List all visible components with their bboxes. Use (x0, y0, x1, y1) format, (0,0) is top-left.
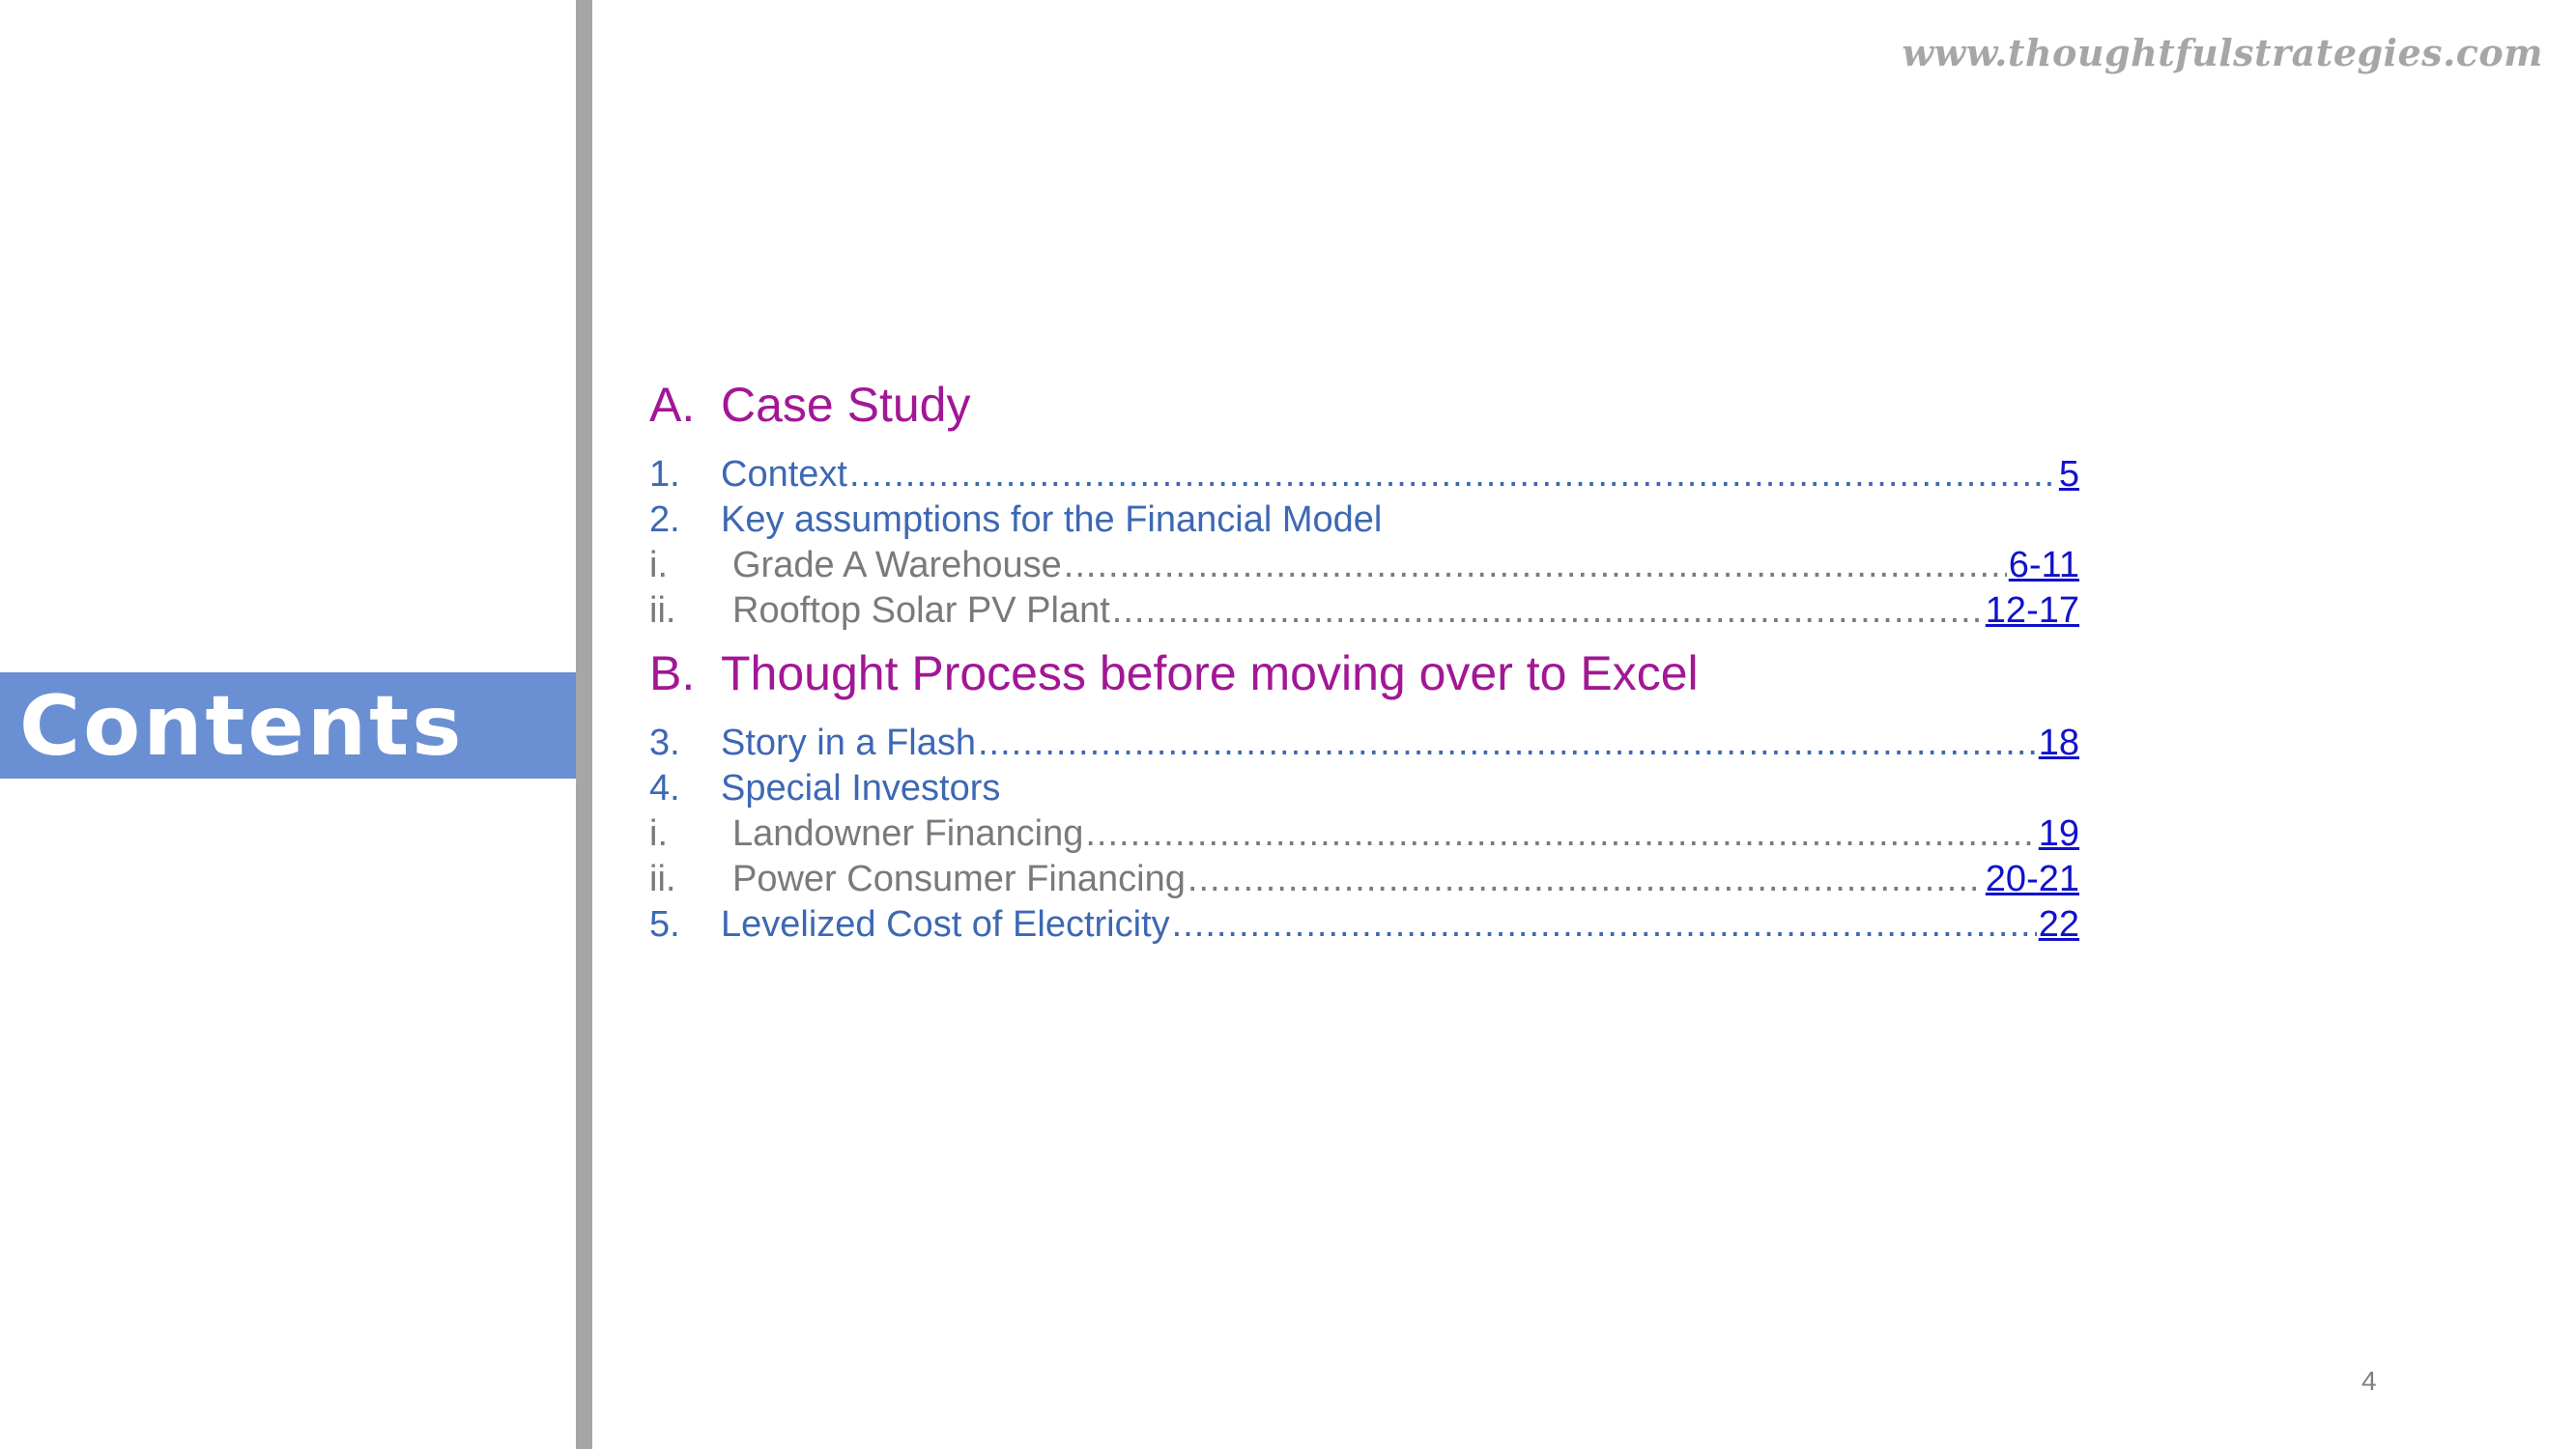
entry-number: i. (649, 813, 668, 854)
dot-leader (1112, 588, 1984, 634)
entry-number: ii. (649, 590, 676, 631)
page-link[interactable]: 6-11 (2008, 545, 2079, 585)
contents-title: Contents (19, 678, 465, 775)
entry-label: Key assumptions for the Financial Model (721, 499, 1383, 540)
entry-number: ii. (649, 859, 676, 899)
entry-label: Landowner Financing (732, 813, 1084, 854)
dot-leader (1085, 811, 2036, 857)
entry-number: 4. (649, 768, 680, 809)
website-watermark: www.thoughtfulstrategies.com (1902, 31, 2543, 74)
page-link[interactable]: 22 (2038, 904, 2079, 945)
toc-entry-key-assumptions (649, 497, 2079, 543)
entry-number: 1. (649, 454, 680, 495)
toc-entry-power-consumer-financing (649, 857, 2079, 902)
section-title: Thought Process before moving over to Excel (721, 646, 1699, 700)
dot-leader (1188, 857, 1984, 902)
toc-entry-lcoe (649, 902, 2079, 948)
entry-label: Context (721, 454, 847, 495)
toc-entry-rooftop-solar (649, 588, 2079, 634)
dot-leader (1064, 543, 2007, 588)
entry-number: 3. (649, 723, 680, 763)
entry-label: Rooftop Solar PV Plant (732, 590, 1110, 631)
toc-entry-landowner-financing (649, 811, 2079, 857)
entry-label: Power Consumer Financing (732, 859, 1186, 899)
dot-leader (978, 721, 2037, 766)
page-link[interactable]: 18 (2038, 723, 2079, 763)
table-of-contents (649, 377, 2079, 948)
toc-entry-grade-a-warehouse (649, 543, 2079, 588)
entry-label: Story in a Flash (721, 723, 976, 763)
dot-leader (849, 452, 2057, 497)
section-letter: A. (649, 378, 696, 432)
page-link[interactable]: 12-17 (1985, 590, 2079, 631)
entry-label: Levelized Cost of Electricity (721, 904, 1170, 945)
section-letter: B. (649, 646, 696, 700)
page-link[interactable]: 20-21 (1985, 859, 2079, 899)
page-link[interactable]: 19 (2038, 813, 2079, 854)
page-link[interactable]: 5 (2058, 454, 2079, 495)
section-heading-a (649, 377, 2079, 446)
entry-label: Grade A Warehouse (732, 545, 1062, 585)
toc-entry-context (649, 452, 2079, 497)
toc-entry-story-in-a-flash (649, 721, 2079, 766)
vertical-divider (576, 0, 592, 1449)
section-title: Case Study (721, 378, 971, 432)
slide-page-number: 4 (2361, 1366, 2377, 1396)
entry-label: Special Investors (721, 768, 1001, 809)
entry-number: 2. (649, 499, 680, 540)
contents-banner (0, 672, 576, 779)
entry-number: i. (649, 545, 668, 585)
entry-number: 5. (649, 904, 680, 945)
section-heading-b (649, 645, 2079, 715)
toc-entry-special-investors (649, 766, 2079, 811)
dot-leader (1172, 902, 2037, 948)
